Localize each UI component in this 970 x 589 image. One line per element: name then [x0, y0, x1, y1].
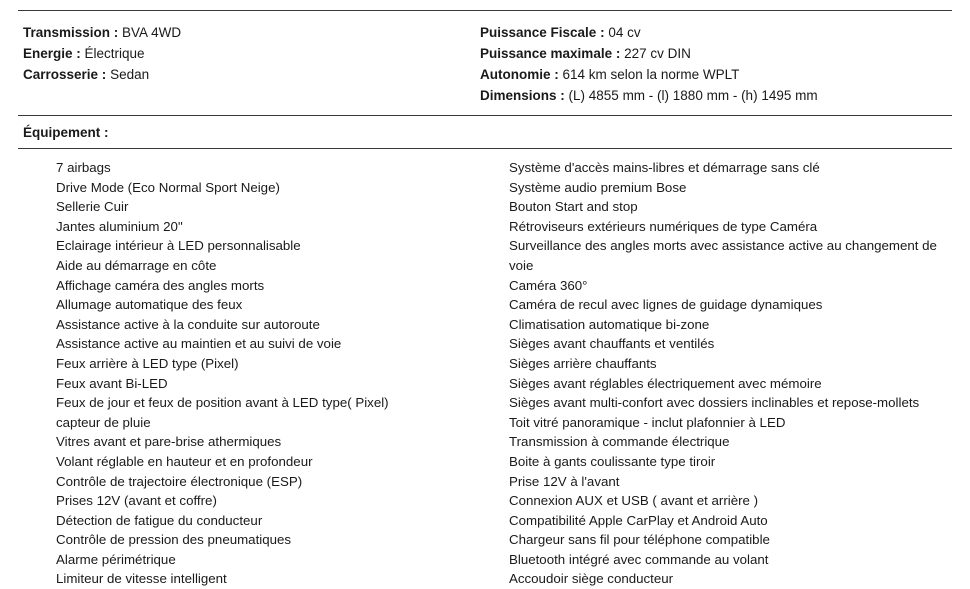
list-item: Surveillance des angles morts avec assistance active au changement de voie [509, 238, 937, 273]
spec-value: 614 km selon la norme WPLT [562, 67, 740, 82]
list-item: Feux arrière à LED type (Pixel) [56, 355, 239, 371]
equipment-title: Équipement : [23, 125, 109, 140]
list-item: 7 airbags [56, 160, 111, 175]
list-item: Système audio premium Bose [509, 179, 687, 195]
list-item: Jantes aluminium 20" [56, 218, 183, 234]
spec-label: Puissance maximale : [480, 46, 621, 61]
spec-row [480, 43, 952, 64]
list-item: Limiteur de vitesse intelligent [56, 571, 227, 587]
spec-row [480, 64, 952, 85]
list-item: Vitres avant et pare-brise athermiques [56, 434, 282, 450]
list-item: Détection de fatigue du conducteur [56, 512, 263, 528]
list-item: Eclairage intérieur à LED personnalisable [56, 238, 301, 254]
spec-label: Dimensions : [480, 88, 565, 103]
spec-value: BVA 4WD [122, 25, 182, 40]
list-item: Allumage automatique des feux [56, 297, 243, 313]
list-item: Chargeur sans fil pour téléphone compatible [509, 532, 770, 548]
list-item: Sièges avant réglables électriquement avec mémoire [509, 375, 822, 391]
list-item: Rétroviseurs extérieurs numériques de type Caméra [509, 218, 818, 234]
list-item: Feux de jour et feux de position avant à LED type( Pixel) [56, 395, 389, 411]
list-item: capteur de pluie [56, 414, 151, 430]
list-item: Assistance active à la conduite sur autoroute [56, 316, 320, 332]
list-item: Prise 12V à l'avant [509, 473, 620, 489]
list-item: Connexion AUX et USB ( avant et arrière ) [509, 493, 759, 509]
list-item: Volant réglable en hauteur et en profondeur [56, 453, 313, 469]
list-item: Sièges avant chauffants et ventilés [509, 336, 715, 352]
list-item: Prises 12V (avant et coffre) [56, 493, 217, 509]
list-item: Feux avant Bi-LED [56, 375, 168, 391]
spec-row [23, 64, 473, 85]
list-item: Transmission à commande électrique [509, 434, 730, 450]
list-item: Toit vitré panoramique - inclut plafonnier à LED [509, 414, 786, 430]
list-item: Accoudoir siège conducteur [509, 571, 674, 587]
specifications-section [18, 11, 952, 115]
list-item: Climatisation automatique bi-zone [509, 316, 710, 332]
list-item: Sièges avant multi-confort avec dossiers inclinables et repose-mollets [509, 395, 920, 411]
spec-value: 04 cv [608, 25, 641, 40]
spec-label: Transmission : [23, 25, 119, 40]
vehicle-spec-sheet [0, 10, 970, 587]
equipment-section [18, 149, 952, 589]
equipment-column-right [473, 158, 952, 589]
list-item: Drive Mode (Eco Normal Sport Neige) [56, 179, 280, 195]
spec-label: Carrosserie : [23, 67, 107, 82]
specifications-column-left [18, 22, 473, 106]
specifications-column-right [473, 22, 952, 106]
list-item: Contrôle de pression des pneumatiques [56, 532, 292, 548]
spec-value: Sedan [110, 67, 150, 82]
list-item: Affichage caméra des angles morts [56, 277, 265, 293]
list-item: Sièges arrière chauffants [509, 355, 657, 371]
list-item: Bouton Start and stop [509, 199, 638, 215]
list-item: Caméra de recul avec lignes de guidage dynamiques [509, 297, 823, 313]
spec-label: Energie : [23, 46, 81, 61]
list-item: Sellerie Cuir [56, 199, 129, 215]
spec-row [23, 43, 473, 64]
list-item: Système d'accès mains-libres et démarrage sans clé [509, 160, 820, 175]
list-item: Compatibilité Apple CarPlay et Android Auto [509, 512, 768, 528]
spec-value: (L) 4855 mm - (l) 1880 mm - (h) 1495 mm [568, 88, 818, 103]
equipment-column-left [18, 158, 473, 589]
spec-label: Puissance Fiscale : [480, 25, 605, 40]
list-item: Caméra 360° [509, 277, 588, 293]
list-item: Bluetooth intégré avec commande au volant [509, 551, 769, 567]
spec-value: Électrique [84, 46, 145, 61]
spec-row [480, 22, 952, 43]
list-item: Assistance active au maintien et au suivi de voie [56, 336, 342, 352]
list-item: Alarme périmétrique [56, 551, 176, 567]
spec-value: 227 cv DIN [624, 46, 691, 61]
list-item: Boite à gants coulissante type tiroir [509, 453, 716, 469]
spec-row [480, 85, 952, 106]
spec-row [23, 22, 473, 43]
list-item: Aide au démarrage en côte [56, 257, 217, 273]
spec-label: Autonomie : [480, 67, 559, 82]
list-item: Contrôle de trajectoire électronique (ESP) [56, 473, 303, 489]
